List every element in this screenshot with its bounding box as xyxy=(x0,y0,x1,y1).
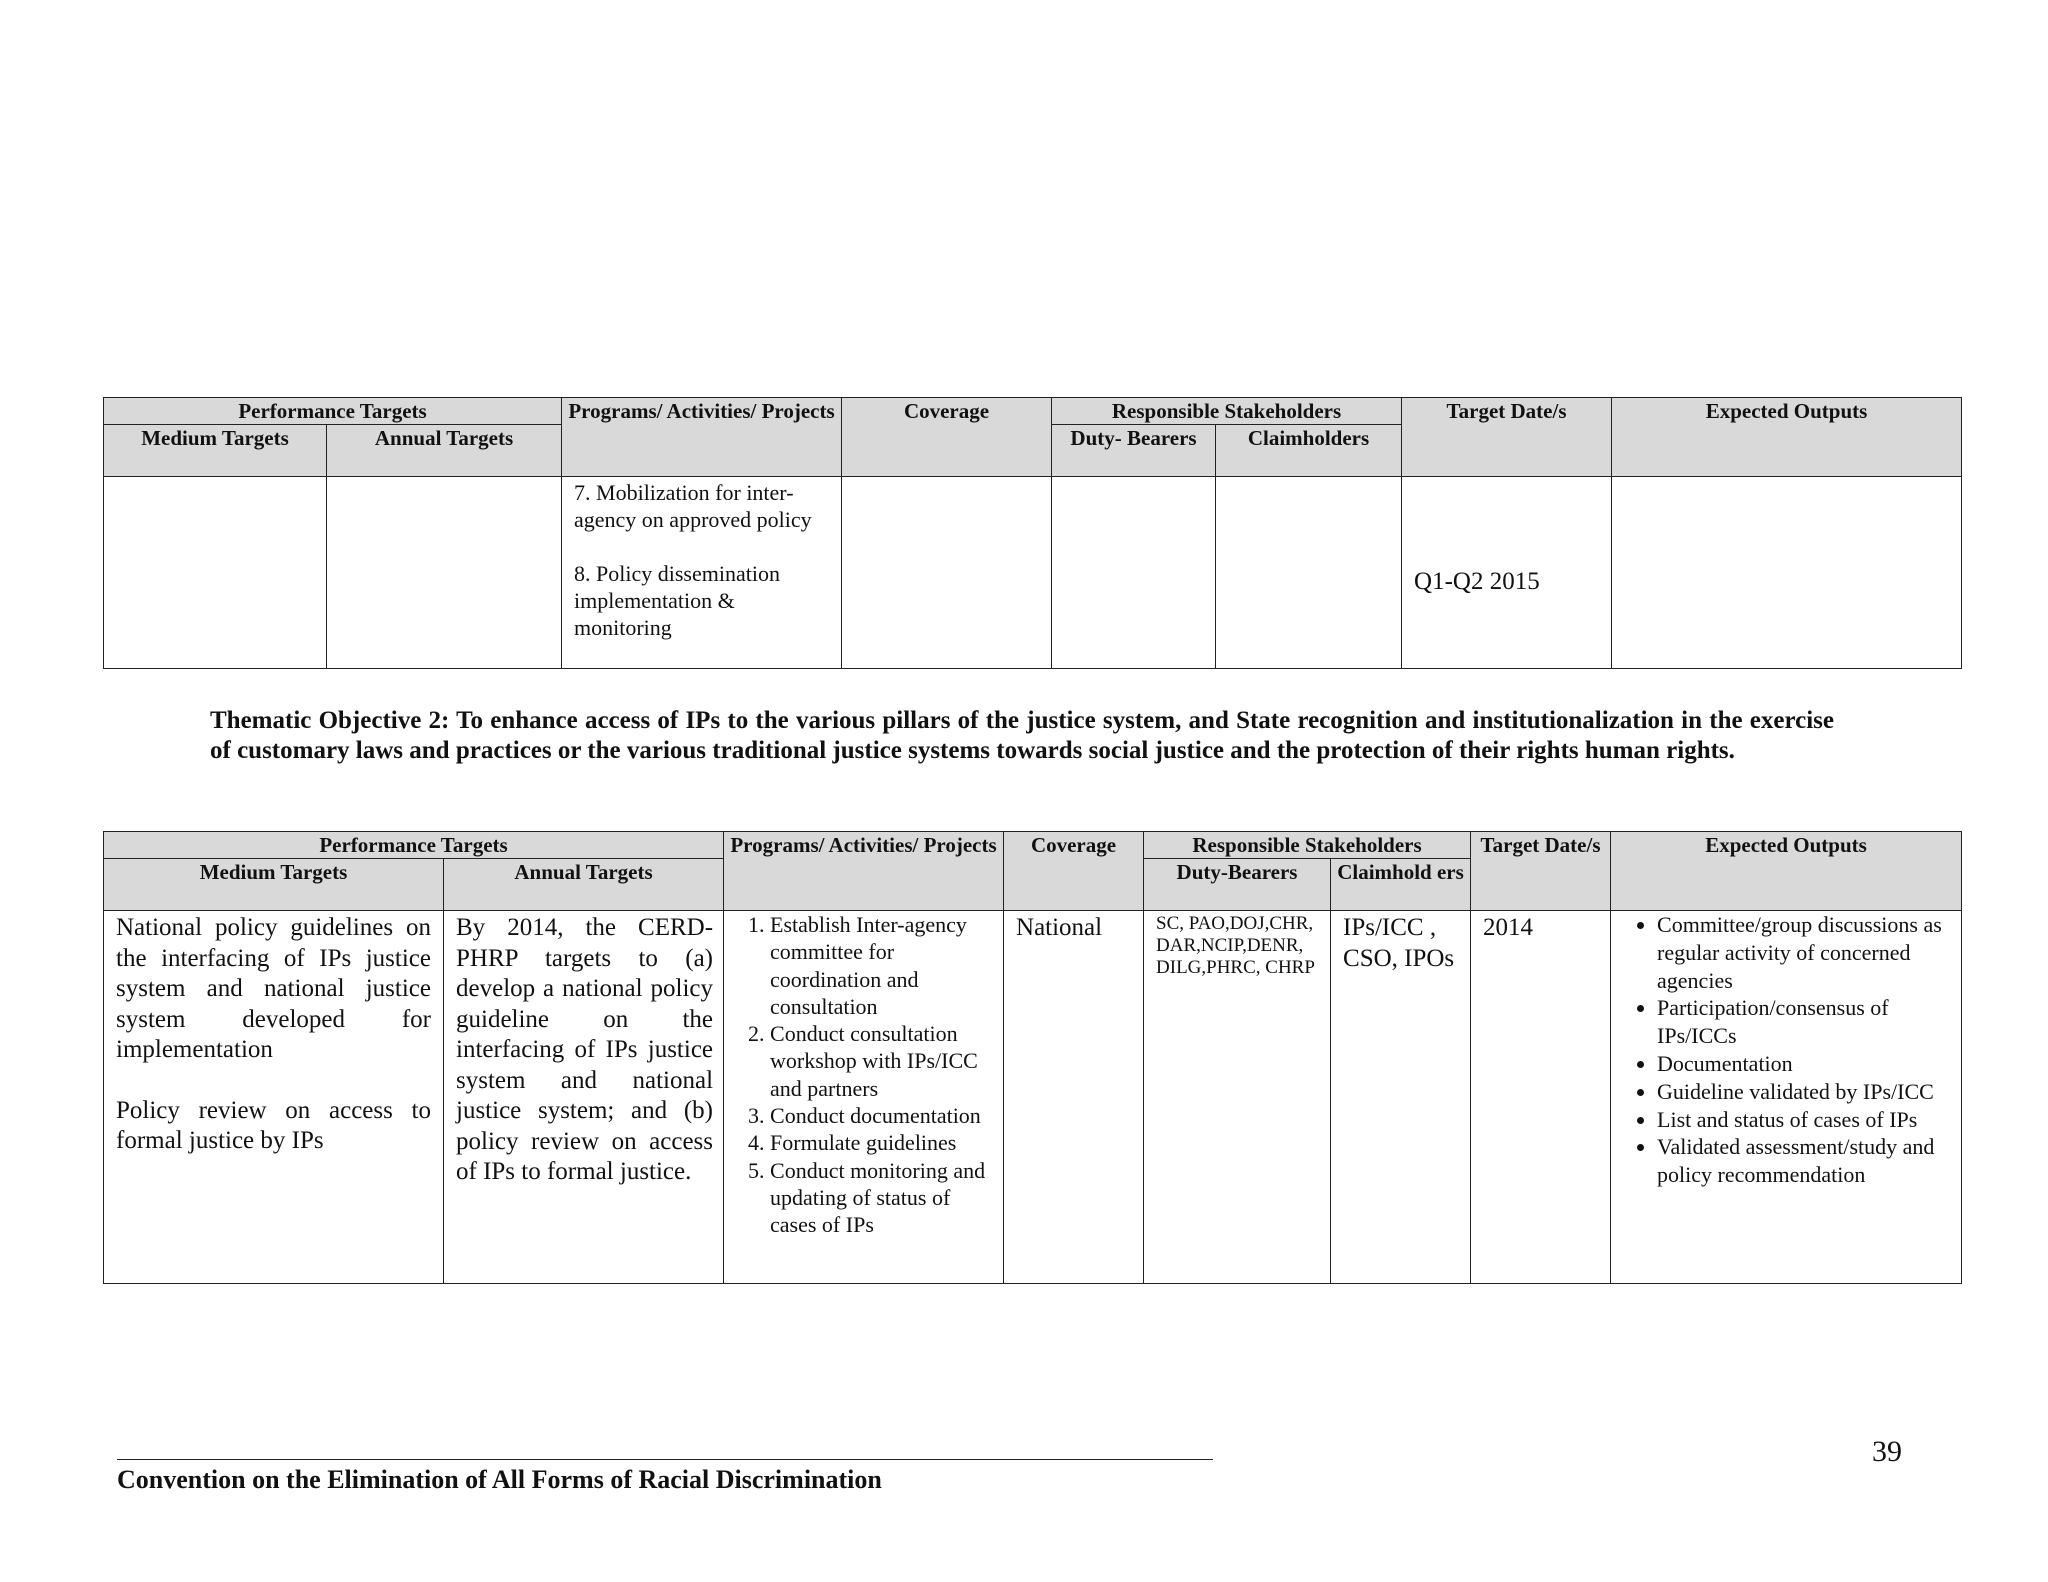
header-programs: Programs/ Activities/ Projects xyxy=(562,398,842,477)
header-medium-targets: Medium Targets xyxy=(104,859,444,911)
duty-bearers-cell xyxy=(1144,911,1331,1284)
duty-bearers-value: SC, PAO,DOJ,CHR, DAR,NCIP,DENR, DILG,PHRC, CHRP xyxy=(1156,913,1315,978)
header-annual-targets: Annual Targets xyxy=(444,859,724,911)
footer-title: Convention on the Elimination of All Forms of Racial Discrimination xyxy=(117,1465,882,1494)
header-target-dates: Target Date/s xyxy=(1402,398,1612,477)
medium-target-item: National policy guidelines on the interfacing of IPs justice system and national justice system developed for implementation xyxy=(116,914,431,1063)
thematic-objective-heading: Thematic Objective 2: To enhance access of IPs to the various pillars of the justice system, and State recognition and institutionalization in the exercise of customary laws and practices or the various traditional justice systems towards social justice and the protection of their rights human rights. xyxy=(210,707,1834,764)
header-medium-targets: Medium Targets xyxy=(104,425,327,477)
header-target-dates: Target Date/s xyxy=(1471,832,1611,911)
expected-outputs-cell xyxy=(1611,911,1962,1284)
header-expected-outputs: Expected Outputs xyxy=(1611,832,1962,911)
activity-item: 1. Establish Inter-agency committee for coordination and consultation xyxy=(770,911,997,1020)
header-expected-outputs: Expected Outputs xyxy=(1612,398,1962,477)
output-item: • Committee/group discussions as regular activity of concerned agencies xyxy=(1657,911,1955,994)
output-item: • Validated assessment/study and policy recommendation xyxy=(1657,1133,1955,1189)
claimholders-value: IPs/ICC , CSO, IPOs xyxy=(1343,914,1455,972)
header-claimholders: Claimholders xyxy=(1216,425,1402,477)
footer-rule xyxy=(117,1459,1213,1460)
claimholders-cell xyxy=(1331,911,1471,1284)
activities-table-continued xyxy=(103,397,1962,669)
medium-targets-cell xyxy=(104,477,327,669)
activities-cell xyxy=(724,911,1004,1284)
annual-targets-text: By 2014, the CERD-PHRP targets to (a) develop a national policy guideline on the interfacing of IPs justice system and national justice system; and (b) policy review on access of IPs to formal justice. xyxy=(456,914,714,1185)
header-annual-targets: Annual Targets xyxy=(327,425,562,477)
activity-item: 7. Mobilization for inter-agency on approved policy xyxy=(574,480,812,532)
coverage-cell xyxy=(1004,911,1144,1284)
header-programs: Programs/ Activities/ Projects xyxy=(724,832,1004,911)
page-number: 39 xyxy=(1872,1435,1902,1468)
target-date: Q1-Q2 2015 xyxy=(1414,568,1540,595)
header-claimholders: Claimhold ers xyxy=(1331,859,1471,911)
output-item: • Guideline validated by IPs/ICC xyxy=(1657,1078,1955,1106)
activities-cell xyxy=(562,477,842,669)
header-coverage: Coverage xyxy=(842,398,1052,477)
target-date: 2014 xyxy=(1483,914,1534,941)
activity-item: 5. Conduct monitoring and updating of status of cases of IPs xyxy=(770,1157,997,1239)
medium-target-item: Policy review on access to formal justice by IPs xyxy=(116,1096,431,1154)
medium-targets-cell xyxy=(104,911,444,1284)
activity-item: 8. Policy dissemination implementation & monitoring xyxy=(574,561,780,640)
output-item: • List and status of cases of IPs xyxy=(1657,1106,1955,1134)
header-performance-targets: Performance Targets xyxy=(104,398,562,425)
activity-item: 4. Formulate guidelines xyxy=(770,1129,997,1156)
header-duty-bearers: Duty- Bearers xyxy=(1052,425,1216,477)
coverage-value: National xyxy=(1016,914,1103,941)
output-item: • Documentation xyxy=(1657,1050,1955,1078)
header-duty-bearers: Duty-Bearers xyxy=(1144,859,1331,911)
header-responsible-stakeholders: Responsible Stakeholders xyxy=(1144,832,1471,859)
activity-item: 3. Conduct documentation xyxy=(770,1102,997,1129)
header-coverage: Coverage xyxy=(1004,832,1144,911)
header-responsible-stakeholders: Responsible Stakeholders xyxy=(1052,398,1402,425)
annual-targets-cell xyxy=(327,477,562,669)
target-date-cell xyxy=(1471,911,1611,1284)
coverage-cell xyxy=(842,477,1052,669)
annual-targets-cell xyxy=(444,911,724,1284)
duty-bearers-cell xyxy=(1052,477,1216,669)
activities-list xyxy=(724,911,1003,1239)
expected-outputs-list xyxy=(1611,911,1961,1189)
header-performance-targets: Performance Targets xyxy=(104,832,724,859)
activity-item: 2. Conduct consultation workshop with IPs/ICC and partners xyxy=(770,1020,997,1102)
output-item: • Participation/consensus of IPs/ICCs xyxy=(1657,994,1955,1050)
claimholders-cell xyxy=(1216,477,1402,669)
target-date-cell xyxy=(1402,477,1612,669)
expected-outputs-cell xyxy=(1612,477,1962,669)
activities-table-objective-2 xyxy=(103,831,1962,1284)
